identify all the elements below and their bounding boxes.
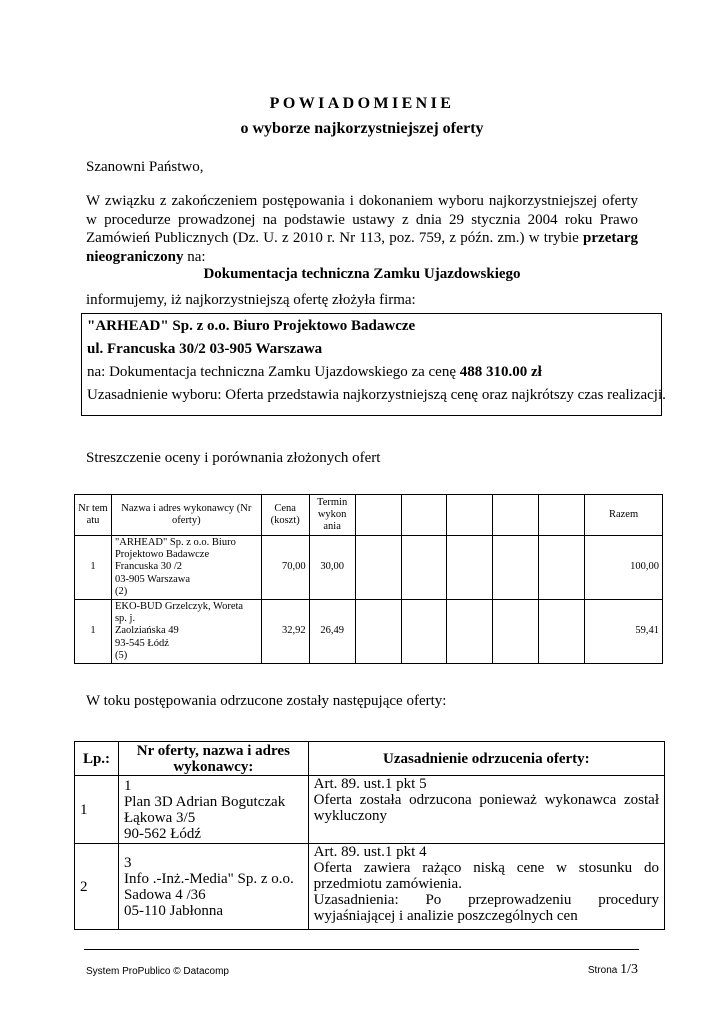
winner-name: "ARHEAD" Sp. z o.o. Biuro Projektowo Badawcze (87, 318, 416, 334)
name-line: EKO-BUD Grzelczyk, Woreta (114, 601, 244, 613)
page-label: Strona (587, 965, 618, 976)
document-subtitle: o wyborze najkorzystniejszej oferty (240, 120, 484, 137)
summary-heading: Streszczenie oceny i porównania złożonych ofert (86, 450, 381, 466)
col-reason: Uzasadnienie odrzucenia oferty: (308, 742, 664, 776)
rejected-table (74, 741, 665, 930)
reason-line: Art. 89. ust.1 pkt 5 (313, 776, 427, 792)
intro-paragraph (86, 192, 638, 266)
row-offer (118, 776, 308, 844)
col-offer: Nr oferty, nazwa i adres wykonawcy: (118, 742, 308, 776)
col-term: Termin wykon ania (309, 495, 355, 536)
name-line: sp. j. (114, 613, 136, 625)
offer-line: Sadowa 4 /36 (123, 886, 206, 903)
offer-line: Łąkowa 3/5 (123, 809, 196, 826)
reason-line: Oferta zawiera rażąco niską cene w stosunku do przedmiotu zamówienia. (313, 860, 659, 892)
offer-line: 1 (123, 777, 132, 794)
intro-suffix: na: (187, 248, 206, 265)
name-line: 03-905 Warszawa (114, 573, 191, 585)
table-row (75, 600, 663, 664)
winner-address: ul. Francuska 30/2 03-905 Warszawa (87, 341, 323, 357)
rejected-heading: W toku postępowania odrzucone zostały następujące oferty: (86, 693, 447, 709)
winner-justification: Uzasadnienie wyboru: Oferta przedstawia najkorzystniejszą cenę oraz najkrótszy czas realizacji. (87, 387, 666, 403)
name-line: "ARHEAD" Sp. z o.o. Biuro (114, 537, 236, 548)
name-line: (5) (114, 649, 128, 661)
row-nr: 1 (75, 600, 112, 664)
inform-text: informujemy, iż najkorzystniejszą ofertę złożyła firma: (86, 292, 416, 308)
col-empty (401, 495, 447, 536)
offer-line: 05-110 Jabłonna (123, 902, 223, 919)
greeting: Szanowni Państwo, (86, 159, 204, 175)
col-empty (447, 495, 493, 536)
summary-header-row (75, 495, 663, 536)
winner-subject-line (87, 362, 656, 385)
reason-line: Uzasadnienia: Po przeprowadzeniu procedury wyjaśniającej i analizie poszczególnych cen (313, 892, 659, 924)
row-name (111, 600, 261, 664)
offer-line: Plan 3D Adrian Bogutczak (123, 793, 286, 810)
col-empty (493, 495, 539, 536)
row-total: 59,41 (585, 600, 663, 664)
page-number: 1/3 (620, 962, 638, 977)
row-offer (118, 844, 308, 930)
name-line: Zaolziańska 49 (114, 625, 179, 637)
name-line: Francuska 30 /2 (114, 561, 183, 573)
tender-mode: przetarg nieograniczony (86, 230, 638, 265)
footer-page (588, 962, 638, 978)
table-row (75, 844, 665, 930)
name-line: (2) (114, 585, 128, 597)
row-nr: 1 (75, 536, 112, 600)
table-row (75, 536, 663, 600)
summary-table (74, 494, 663, 664)
winner-box (81, 313, 666, 416)
row-price: 32,92 (261, 600, 309, 664)
reason-line: Oferta została odrzucona ponieważ wykonawca został wykluczony (313, 792, 659, 824)
row-lp: 1 (75, 776, 119, 844)
intro-text: W związku z zakończeniem postępowania i dokonaniem wyboru najkorzystniejszej oferty w procedurze prowadzonej na podstawie ustawy z dnia 29 stycznia 2004 roku Prawo Zamówień Publicznych (Dz. U. z 2010 r. Nr 113, poz. 759, z późn. zm.) w trybie (86, 193, 638, 247)
col-price: Cena (koszt) (261, 495, 309, 536)
col-empty (539, 495, 585, 536)
offer-line: 3 (123, 854, 132, 871)
table-row (75, 776, 665, 844)
contract-subject: Dokumentacja techniczna Zamku Ujazdowskiego (203, 266, 521, 282)
footer-system: System ProPublico © Datacomp (86, 966, 229, 977)
col-nr: Nr tem atu (75, 495, 112, 536)
col-name: Nazwa i adres wykonawcy (Nr oferty) (111, 495, 261, 536)
row-term: 30,00 (309, 536, 355, 600)
row-lp: 2 (75, 844, 119, 930)
col-empty (355, 495, 401, 536)
col-total: Razem (585, 495, 663, 536)
winner-subject: na: Dokumentacja techniczna Zamku Ujazdowskiego za cenę (87, 364, 457, 380)
name-line: 93-545 Łódź (114, 637, 169, 649)
reason-line: Art. 89. ust.1 pkt 4 (313, 844, 427, 860)
row-name (111, 536, 261, 600)
offer-line: Info .-Inż.-Media" Sp. z o.o. (123, 870, 294, 887)
col-lp: Lp.: (75, 742, 119, 776)
document-title: POWIADOMIENIE (269, 95, 455, 112)
offer-line: 90-562 Łódź (123, 825, 202, 842)
footer-divider (84, 949, 639, 950)
winner-price: 488 310.00 zł (459, 364, 542, 380)
row-reason (308, 844, 664, 930)
row-total: 100,00 (585, 536, 663, 600)
name-line: Projektowo Badawcze (114, 549, 210, 561)
rejected-header-row (75, 742, 665, 776)
row-price: 70,00 (261, 536, 309, 600)
row-term: 26,49 (309, 600, 355, 664)
row-reason (308, 776, 664, 844)
